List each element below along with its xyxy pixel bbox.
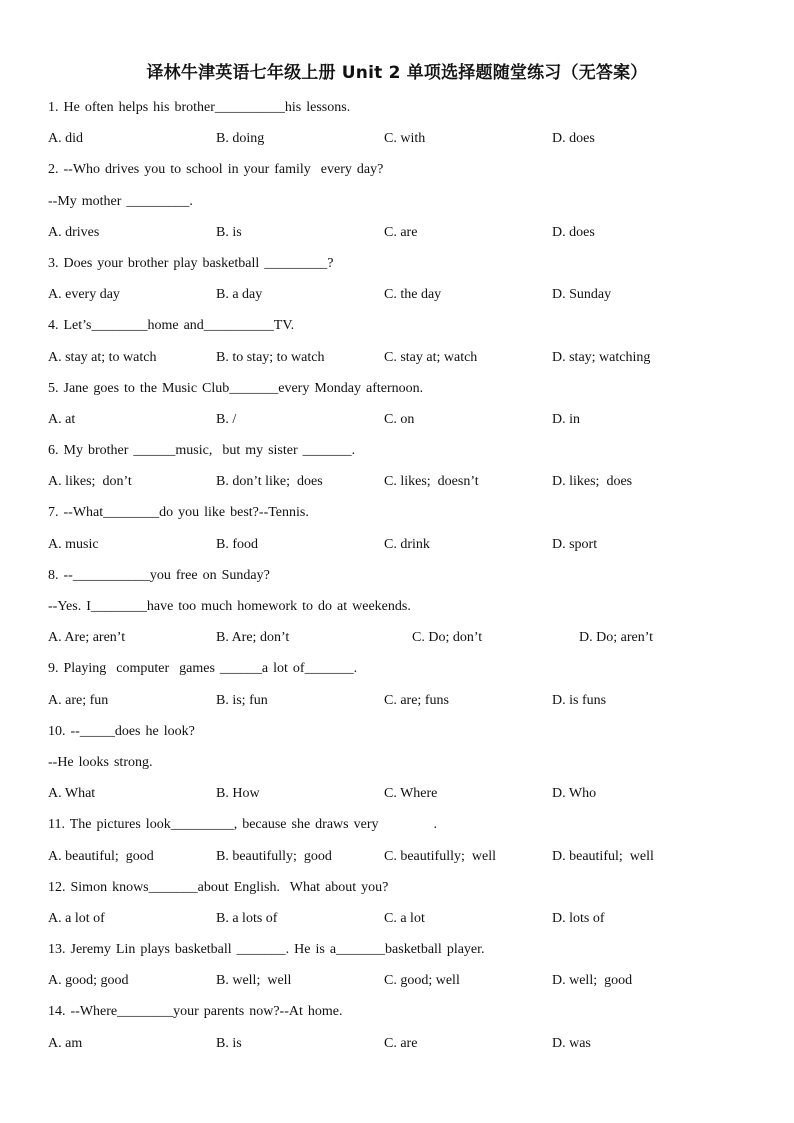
option-d: D. lots of xyxy=(552,910,605,926)
option-a: A. music xyxy=(48,536,99,552)
options-row xyxy=(48,404,748,435)
option-a: A. did xyxy=(48,131,83,147)
option-d: D. beautiful; well xyxy=(552,848,654,864)
option-c: C. are xyxy=(384,1035,418,1051)
option-a: A. every day xyxy=(48,287,120,303)
options-row xyxy=(48,1028,748,1059)
option-a: A. What xyxy=(48,786,96,802)
option-d: D. sport xyxy=(552,536,598,552)
option-a: A. beautiful; good xyxy=(48,848,154,864)
option-c: C. Do; don’t xyxy=(412,630,483,646)
option-c: C. good; well xyxy=(384,973,460,989)
option-c: C. drink xyxy=(384,536,430,552)
question-list xyxy=(48,92,748,1059)
option-b: B. is xyxy=(216,1035,242,1051)
question-stem: 7. --What________do you like best?--Tennis. xyxy=(48,505,309,521)
question-stem: 11. The pictures look_________, because she draws very . xyxy=(48,817,437,833)
option-b: B. is xyxy=(216,224,242,240)
option-c: C. Where xyxy=(384,786,438,802)
question-stem: 4. Let’s________home and__________TV. xyxy=(48,318,295,334)
option-d: D. Sunday xyxy=(552,287,612,303)
option-c: C. stay at; watch xyxy=(384,349,478,365)
options-row xyxy=(48,622,748,653)
option-a: A. good; good xyxy=(48,973,129,989)
option-b: B. / xyxy=(216,411,237,427)
option-a: A. likes; don’t xyxy=(48,474,132,490)
question-stem: 10. --_____does he look? xyxy=(48,723,195,739)
question-stem: 9. Playing computer games ______a lot of_______. xyxy=(48,661,358,677)
option-d: D. stay; watching xyxy=(552,349,651,365)
option-d: D. does xyxy=(552,224,595,240)
option-d: D. Do; aren’t xyxy=(579,630,653,646)
option-c: C. with xyxy=(384,131,426,147)
options-row xyxy=(48,342,748,373)
option-a: A. a lot of xyxy=(48,910,105,926)
question-dialogue-line: --Yes. I________have too much homework to do at weekends. xyxy=(48,599,411,614)
option-b: B. a lots of xyxy=(216,910,278,926)
option-a: A. Are; aren’t xyxy=(48,630,126,646)
option-a: A. are; fun xyxy=(48,692,109,708)
question-stem: 3. Does your brother play basketball _________? xyxy=(48,255,334,271)
options-row xyxy=(48,841,748,872)
option-b: B. food xyxy=(216,536,258,552)
question-dialogue-line: --My mother _________. xyxy=(48,193,193,209)
option-a: A. am xyxy=(48,1035,83,1051)
question-dialogue-line: --He looks strong. xyxy=(48,754,153,770)
question-stem: 8. --___________you free on Sunday? xyxy=(48,567,270,583)
option-d: D. Who xyxy=(552,786,597,802)
option-c: C. beautifully; well xyxy=(384,848,496,864)
options-row xyxy=(48,778,748,809)
options-row xyxy=(48,529,748,560)
option-d: D. likes; does xyxy=(552,474,633,490)
option-b: B. is; fun xyxy=(216,692,268,708)
option-c: C. are xyxy=(384,224,418,240)
option-b: B. well; well xyxy=(216,973,292,989)
option-d: D. does xyxy=(552,131,595,147)
option-b: B. to stay; to watch xyxy=(216,349,325,365)
option-b: B. How xyxy=(216,786,260,802)
options-row xyxy=(48,279,748,310)
option-d: D. was xyxy=(552,1035,591,1051)
options-row xyxy=(48,123,748,154)
options-row xyxy=(48,217,748,248)
question-stem: 6. My brother ______music, but my sister _______. xyxy=(48,443,356,459)
options-row xyxy=(48,685,748,716)
question-stem: 14. --Where________your parents now?--At home. xyxy=(48,1004,343,1020)
question-stem: 2. --Who drives you to school in your family every day? xyxy=(48,162,384,178)
question-stem: 5. Jane goes to the Music Club_______every Monday afternoon. xyxy=(48,380,424,396)
options-row xyxy=(48,466,748,497)
option-d: D. is funs xyxy=(552,692,607,708)
option-a: A. at xyxy=(48,411,76,427)
option-c: C. likes; doesn’t xyxy=(384,474,479,490)
question-stem: 12. Simon knows_______about English. What about you? xyxy=(48,879,389,895)
options-row xyxy=(48,965,748,996)
option-b: B. Are; don’t xyxy=(216,630,290,646)
option-d: D. in xyxy=(552,411,580,427)
options-row xyxy=(48,903,748,934)
page-title: 译林牛津英语七年级上册 Unit 2 单项选择题随堂练习（无答案） xyxy=(146,63,648,83)
option-c: C. on xyxy=(384,411,415,427)
option-a: A. drives xyxy=(48,224,100,240)
option-d: D. well; good xyxy=(552,973,633,989)
option-c: C. are; funs xyxy=(384,692,449,708)
question-stem: 13. Jeremy Lin plays basketball _______. He is a_______basketball player. xyxy=(48,942,485,958)
option-b: B. doing xyxy=(216,131,265,147)
option-c: C. a lot xyxy=(384,910,425,926)
option-a: A. stay at; to watch xyxy=(48,349,157,365)
option-c: C. the day xyxy=(384,287,442,303)
option-b: B. beautifully; good xyxy=(216,848,332,864)
option-b: B. don’t like; does xyxy=(216,474,323,490)
question-stem: 1. He often helps his brother__________his lessons. xyxy=(48,100,351,115)
option-b: B. a day xyxy=(216,287,263,303)
